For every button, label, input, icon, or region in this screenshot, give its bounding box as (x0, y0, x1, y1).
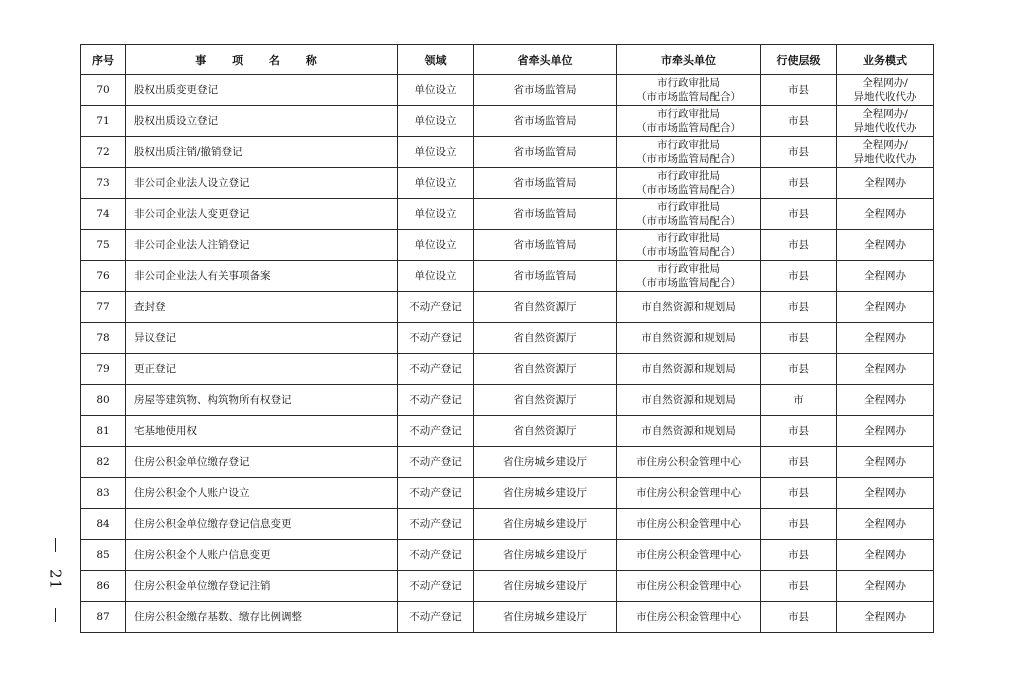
cell-level: 市 (761, 385, 837, 416)
cell-city-lead (617, 168, 761, 199)
cell-no: 84 (81, 509, 126, 540)
table-row (81, 292, 934, 323)
cell-domain: 不动产登记 (398, 292, 474, 323)
cell-city-lead (617, 323, 761, 354)
table-row (81, 106, 934, 137)
table-row (81, 261, 934, 292)
cell-no: 87 (81, 602, 126, 633)
cell-mode (837, 354, 934, 385)
cell-province-lead: 省住房城乡建设厅 (474, 540, 617, 571)
cell-item-name: 非公司企业法人注销登记 (126, 230, 398, 261)
cell-mode-line: 异地代收代办 (853, 91, 917, 103)
cell-level: 市县 (761, 199, 837, 230)
column-header-item-name: 事 项 名 称 (126, 45, 398, 75)
cell-domain: 不动产登记 (398, 602, 474, 633)
cell-mode (837, 137, 934, 168)
table-row (81, 509, 934, 540)
cell-mode-line: 全程网办 (864, 456, 906, 468)
cell-item-name: 住房公积金缴存基数、缴存比例调整 (126, 602, 398, 633)
cell-province-lead: 省市场监管局 (474, 199, 617, 230)
cell-level: 市县 (761, 354, 837, 385)
cell-city-lead-line: 市自然资源和规划局 (641, 394, 736, 406)
cell-province-lead: 省自然资源厅 (474, 323, 617, 354)
cell-item-name: 非公司企业法人有关事项备案 (126, 261, 398, 292)
cell-level: 市县 (761, 509, 837, 540)
cell-city-lead-line: （市市场监管局配合） (636, 215, 741, 227)
cell-no: 70 (81, 75, 126, 106)
cell-city-lead (617, 447, 761, 478)
cell-mode (837, 261, 934, 292)
cell-city-lead-line: 市自然资源和规划局 (641, 301, 736, 313)
cell-city-lead-line: 市行政审批局 (657, 108, 720, 120)
cell-city-lead-line: 市行政审批局 (657, 201, 720, 213)
cell-city-lead-line: （市市场监管局配合） (636, 122, 741, 134)
cell-mode-line: 全程网办 (864, 425, 906, 437)
cell-province-lead: 省住房城乡建设厅 (474, 571, 617, 602)
cell-domain: 单位设立 (398, 75, 474, 106)
cell-item-name: 股权出质注销/撤销登记 (126, 137, 398, 168)
cell-city-lead (617, 509, 761, 540)
column-header-level: 行使层级 (761, 45, 837, 75)
cell-mode (837, 416, 934, 447)
table-row (81, 385, 934, 416)
cell-domain: 不动产登记 (398, 478, 474, 509)
cell-city-lead (617, 354, 761, 385)
cell-item-name: 住房公积金单位缴存登记信息变更 (126, 509, 398, 540)
cell-domain: 不动产登记 (398, 416, 474, 447)
cell-domain: 不动产登记 (398, 571, 474, 602)
cell-province-lead: 省市场监管局 (474, 168, 617, 199)
cell-city-lead (617, 478, 761, 509)
cell-mode (837, 540, 934, 571)
cell-city-lead-line: 市住房公积金管理中心 (636, 549, 741, 561)
cell-mode (837, 447, 934, 478)
cell-domain: 单位设立 (398, 261, 474, 292)
cell-item-name: 查封登 (126, 292, 398, 323)
page-number-text: 21 (46, 569, 65, 591)
cell-level: 市县 (761, 75, 837, 106)
cell-mode-line: 全程网办 (864, 518, 906, 530)
cell-province-lead: 省市场监管局 (474, 75, 617, 106)
column-header-mode: 业务模式 (837, 45, 934, 75)
table-row (81, 199, 934, 230)
cell-province-lead: 省自然资源厅 (474, 354, 617, 385)
cell-mode-line: 全程网办 (864, 270, 906, 282)
cell-mode (837, 106, 934, 137)
cell-city-lead-line: （市市场监管局配合） (636, 184, 741, 196)
cell-item-name: 股权出质设立登记 (126, 106, 398, 137)
cell-city-lead-line: 市行政审批局 (657, 232, 720, 244)
cell-mode-line: 全程网办 (864, 487, 906, 499)
cell-no: 79 (81, 354, 126, 385)
cell-item-name: 非公司企业法人变更登记 (126, 199, 398, 230)
cell-city-lead-line: 市自然资源和规划局 (641, 425, 736, 437)
table-row (81, 478, 934, 509)
cell-domain: 不动产登记 (398, 354, 474, 385)
table-row (81, 354, 934, 385)
cell-level: 市县 (761, 292, 837, 323)
cell-city-lead (617, 602, 761, 633)
cell-mode-line: 全程网办/ (862, 108, 908, 120)
table-row (81, 602, 934, 633)
cell-domain: 不动产登记 (398, 540, 474, 571)
cell-no: 75 (81, 230, 126, 261)
column-header-no: 序号 (81, 45, 126, 75)
cell-level: 市县 (761, 602, 837, 633)
cell-domain: 不动产登记 (398, 323, 474, 354)
cell-province-lead: 省市场监管局 (474, 137, 617, 168)
cell-province-lead: 省市场监管局 (474, 106, 617, 137)
cell-mode (837, 571, 934, 602)
cell-province-lead: 省住房城乡建设厅 (474, 602, 617, 633)
cell-city-lead-line: （市市场监管局配合） (636, 91, 741, 103)
cell-province-lead: 省住房城乡建设厅 (474, 478, 617, 509)
cell-level: 市县 (761, 230, 837, 261)
cell-city-lead (617, 75, 761, 106)
cell-mode-line: 全程网办 (864, 611, 906, 623)
cell-mode (837, 199, 934, 230)
cell-item-name: 住房公积金个人账户信息变更 (126, 540, 398, 571)
cell-mode-line: 全程网办 (864, 580, 906, 592)
cell-no: 77 (81, 292, 126, 323)
table-row (81, 416, 934, 447)
cell-mode-line: 全程网办 (864, 394, 906, 406)
column-header-domain: 领域 (398, 45, 474, 75)
cell-city-lead-line: 市自然资源和规划局 (641, 363, 736, 375)
cell-mode-line: 全程网办/ (862, 139, 908, 151)
cell-province-lead: 省住房城乡建设厅 (474, 509, 617, 540)
cell-city-lead-line: （市市场监管局配合） (636, 277, 741, 289)
table-row (81, 75, 934, 106)
cell-no: 73 (81, 168, 126, 199)
cell-mode-line: 全程网办 (864, 332, 906, 344)
cell-city-lead-line: 市住房公积金管理中心 (636, 580, 741, 592)
table-row (81, 540, 934, 571)
cell-city-lead-line: 市住房公积金管理中心 (636, 518, 741, 530)
cell-no: 76 (81, 261, 126, 292)
cell-level: 市县 (761, 106, 837, 137)
cell-mode (837, 168, 934, 199)
cell-item-name: 宅基地使用权 (126, 416, 398, 447)
column-header-province-lead: 省牵头单位 (474, 45, 617, 75)
cell-mode (837, 478, 934, 509)
cell-no: 82 (81, 447, 126, 478)
cell-no: 74 (81, 199, 126, 230)
cell-no: 86 (81, 571, 126, 602)
cell-city-lead-line: 市行政审批局 (657, 170, 720, 182)
cell-city-lead-line: 市行政审批局 (657, 139, 720, 151)
table-header-row (81, 45, 934, 75)
cell-city-lead (617, 106, 761, 137)
page-number-dash-bottom (55, 608, 56, 622)
cell-item-name: 异议登记 (126, 323, 398, 354)
table-row (81, 137, 934, 168)
cell-city-lead (617, 230, 761, 261)
cell-province-lead: 省自然资源厅 (474, 292, 617, 323)
cell-mode-line: 全程网办 (864, 549, 906, 561)
page-number-dash-top (55, 538, 56, 552)
cell-city-lead (617, 571, 761, 602)
cell-mode-line: 全程网办 (864, 208, 906, 220)
cell-city-lead-line: 市住房公积金管理中心 (636, 456, 741, 468)
cell-item-name: 非公司企业法人设立登记 (126, 168, 398, 199)
cell-city-lead-line: 市行政审批局 (657, 77, 720, 89)
cell-domain: 单位设立 (398, 106, 474, 137)
cell-no: 78 (81, 323, 126, 354)
cell-mode-line: 全程网办 (864, 177, 906, 189)
cell-city-lead-line: 市住房公积金管理中心 (636, 487, 741, 499)
cell-level: 市县 (761, 571, 837, 602)
cell-domain: 单位设立 (398, 199, 474, 230)
cell-city-lead (617, 385, 761, 416)
cell-city-lead (617, 416, 761, 447)
cell-mode-line: 异地代收代办 (853, 122, 917, 134)
cell-no: 83 (81, 478, 126, 509)
cell-province-lead: 省住房城乡建设厅 (474, 447, 617, 478)
table-row (81, 323, 934, 354)
cell-item-name: 房屋等建筑物、构筑物所有权登记 (126, 385, 398, 416)
cell-level: 市县 (761, 168, 837, 199)
cell-province-lead: 省自然资源厅 (474, 416, 617, 447)
column-header-city-lead: 市牵头单位 (617, 45, 761, 75)
cell-mode-line: 全程网办/ (862, 77, 908, 89)
cell-domain: 不动产登记 (398, 447, 474, 478)
cell-level: 市县 (761, 261, 837, 292)
cell-domain: 单位设立 (398, 230, 474, 261)
cell-level: 市县 (761, 540, 837, 571)
cell-no: 72 (81, 137, 126, 168)
cell-city-lead-line: （市市场监管局配合） (636, 153, 741, 165)
cell-level: 市县 (761, 478, 837, 509)
cell-mode-line: 全程网办 (864, 301, 906, 313)
cell-city-lead-line: 市自然资源和规划局 (641, 332, 736, 344)
cell-mode-line: 异地代收代办 (853, 153, 917, 165)
cell-no: 71 (81, 106, 126, 137)
cell-domain: 单位设立 (398, 168, 474, 199)
cell-province-lead: 省市场监管局 (474, 261, 617, 292)
cell-province-lead: 省自然资源厅 (474, 385, 617, 416)
cell-mode (837, 509, 934, 540)
cell-domain: 不动产登记 (398, 385, 474, 416)
matters-table (80, 44, 934, 633)
cell-mode (837, 230, 934, 261)
cell-mode-line: 全程网办 (864, 363, 906, 375)
cell-mode (837, 385, 934, 416)
cell-item-name: 住房公积金个人账户设立 (126, 478, 398, 509)
cell-no: 81 (81, 416, 126, 447)
table-row (81, 571, 934, 602)
cell-mode (837, 75, 934, 106)
cell-city-lead-line: 市住房公积金管理中心 (636, 611, 741, 623)
cell-level: 市县 (761, 416, 837, 447)
cell-level: 市县 (761, 323, 837, 354)
cell-level: 市县 (761, 137, 837, 168)
table-row (81, 447, 934, 478)
cell-item-name: 股权出质变更登记 (126, 75, 398, 106)
cell-level: 市县 (761, 447, 837, 478)
page-number (44, 538, 66, 622)
cell-domain: 单位设立 (398, 137, 474, 168)
cell-no: 80 (81, 385, 126, 416)
cell-no: 85 (81, 540, 126, 571)
cell-mode-line: 全程网办 (864, 239, 906, 251)
cell-province-lead: 省市场监管局 (474, 230, 617, 261)
cell-mode (837, 323, 934, 354)
cell-city-lead (617, 292, 761, 323)
cell-city-lead (617, 199, 761, 230)
cell-item-name: 更正登记 (126, 354, 398, 385)
cell-city-lead (617, 137, 761, 168)
table-row (81, 230, 934, 261)
cell-city-lead (617, 540, 761, 571)
cell-item-name: 住房公积金单位缴存登记 (126, 447, 398, 478)
cell-city-lead-line: 市行政审批局 (657, 263, 720, 275)
cell-domain: 不动产登记 (398, 509, 474, 540)
cell-item-name: 住房公积金单位缴存登记注销 (126, 571, 398, 602)
table-row (81, 168, 934, 199)
cell-city-lead (617, 261, 761, 292)
cell-mode (837, 292, 934, 323)
cell-mode (837, 602, 934, 633)
cell-city-lead-line: （市市场监管局配合） (636, 246, 741, 258)
